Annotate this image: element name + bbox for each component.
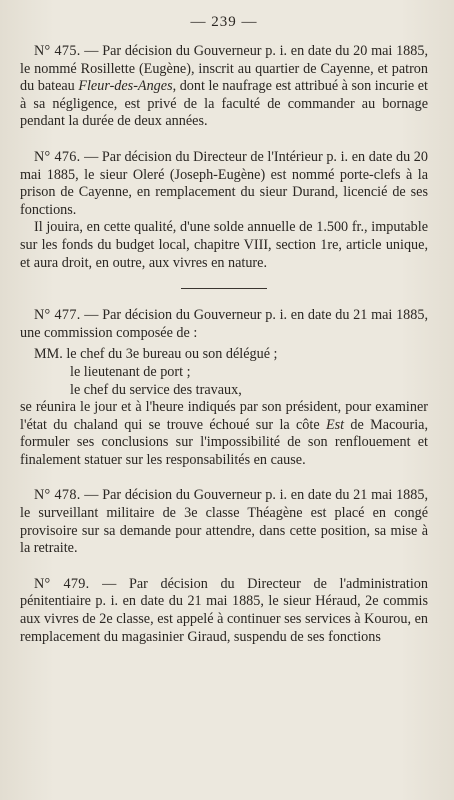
entry-number: N° 476. xyxy=(34,148,81,165)
entry-number: N° 477. xyxy=(34,307,81,324)
entry-text: se réunira le jour et à l'heure indiqués par son président, pour examiner l'état du chaland qui se trouve échoué sur la côte xyxy=(20,399,428,433)
entry-475 xyxy=(20,43,428,131)
page-number: — 239 — xyxy=(190,14,258,30)
entry-477 xyxy=(20,307,428,469)
entry-paragraph xyxy=(20,576,428,646)
entry-paragraph xyxy=(20,307,428,342)
list-item: le chef du service des travaux, xyxy=(70,381,242,398)
entry-paragraph xyxy=(20,399,428,469)
entry-number: N° 475. xyxy=(34,43,81,59)
entry-paragraph xyxy=(20,43,428,131)
entry-text: , dont le naufrage est attribué à son incurie et à sa négligence, est privé de la faculté de commander au bornage pendant la durée de deux années. xyxy=(20,78,428,130)
entry-paragraph xyxy=(20,487,428,557)
entry-text: — Par décision du Gouverneur p. i. en date du 21 mai 1885, le surveillant militaire de 3e classe Théagène est placé en congé provisoire sur sa demande pour attendre, dans cette position, sa mise à la retraite. xyxy=(20,487,428,557)
section-separator xyxy=(181,288,267,289)
emphasis-text: Est xyxy=(325,416,345,433)
commission-members-list xyxy=(20,346,428,399)
entry-paragraph xyxy=(20,149,428,219)
entry-text: — Par décision du Directeur de l'administration pénitentiaire p. i. en date du 21 mai 1885, le sieur Héraud, 2e commis aux vivres de 2e classe, est appelé à continuer ses services à Kourou, en remplacement du magasinier Giraud, suspendu de ses fonctions xyxy=(20,575,428,645)
entry-476 xyxy=(20,149,428,272)
entry-text: de Macouria, formuler ses conclusions sur l'impossibilité de son renflouement et finalement statuer sur les responsabilités en cause. xyxy=(20,416,428,468)
list-item: MM. le chef du 3e bureau ou son délégué ; xyxy=(34,346,278,363)
entry-text: — Par décision du Gouverneur p. i. en date du 20 mai 1885, le nommé Rosillette (Eugène), inscrit au quartier de Cayenne, et patron du bateau xyxy=(20,43,428,95)
entry-number: N° 479. xyxy=(34,575,90,592)
entry-text: — Par décision du Gouverneur p. i. en date du 21 mai 1885, une commission composée de : xyxy=(20,307,428,341)
entry-paragraph xyxy=(20,219,428,272)
entry-478 xyxy=(20,487,428,557)
entry-text: Il jouira, en cette qualité, d'une solde annuelle de 1.500 fr., imputable sur les fonds du budget local, chapitre VIII, section 1re, article unique, et aura droit, en outre, aux vivres en nature. xyxy=(20,219,428,271)
list-item: le lieutenant de port ; xyxy=(70,363,191,380)
boat-name: Fleur-des-Anges xyxy=(78,78,173,95)
entry-479 xyxy=(20,576,428,646)
entry-text: — Par décision du Directeur de l'Intérieur p. i. en date du 20 mai 1885, le sieur Oleré (Joseph-Eugène) est nommé porte-clefs à la prison de Cayenne, en remplacement du sieur Durand, licencié de ses fonctions. xyxy=(20,148,428,218)
entry-number: N° 478. xyxy=(34,487,81,504)
